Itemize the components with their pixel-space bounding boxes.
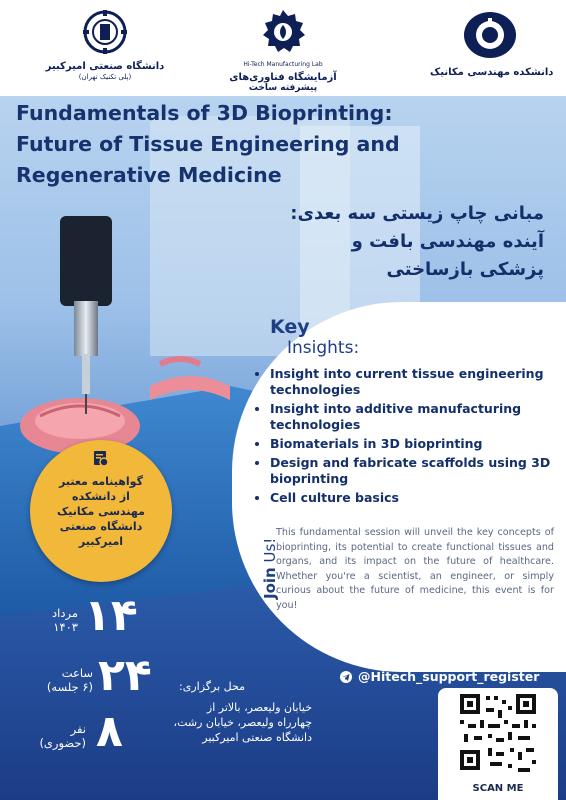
- certificate-line1: گواهینامه معتبر: [59, 475, 143, 488]
- venue-label: محل برگزاری:: [179, 680, 245, 693]
- session-description: This fundamental session will unveil the key concepts of bioprinting, its potential to create functional tissues and organs, and its impact on the future of healthcare. Whether you're a scientist, an engineer, or simply curious about the future of medicine, this event is for you!: [276, 527, 554, 611]
- stat-seats-label1: نفر: [70, 722, 86, 736]
- stat-date-label2: ۱۴۰۳: [53, 620, 78, 634]
- insights-heading-rest: Insights:: [287, 338, 360, 358]
- title-en-line1: Fundamentals of 3D Bioprinting:: [16, 101, 393, 125]
- venue-line2: چهارراه ولیعصر، خیابان رشت،: [173, 716, 312, 729]
- logo-amirkabir: [40, 10, 170, 82]
- title-fa-line2: آینده مهندسی بافت و: [351, 231, 544, 252]
- insights-heading: [270, 316, 359, 358]
- stat-seats-label2: (حضوری): [39, 736, 86, 750]
- stat-date-label1: مرداد: [52, 606, 78, 620]
- title-english: [16, 98, 446, 191]
- venue-address: [142, 700, 312, 745]
- certificate-line2: از دانشکده: [72, 490, 130, 503]
- stat-hours-label1: ساعت: [61, 666, 93, 680]
- join-rest: Us!: [261, 537, 279, 563]
- logo-mech-faculty: [430, 10, 554, 79]
- insights-heading-key: Key: [270, 316, 310, 338]
- phone-icon: [340, 653, 352, 665]
- title-en-line3: Regenerative Medicine: [16, 163, 282, 187]
- title-fa-line1: مبانی چاپ زیستی سه بعدی:: [290, 203, 544, 224]
- hitech-name: آزمایشگاه فناوری‌های: [229, 72, 337, 83]
- phone-number: ۰۹۹۶۵۸۷۰۰۱۲: [358, 651, 442, 666]
- hitech-emblem: [253, 6, 313, 58]
- amirkabir-name: دانشگاه صنعتی امیرکبیر: [45, 61, 165, 72]
- insight-item: • Biomaterials in 3D bioprinting: [270, 436, 566, 452]
- stat-seats-number: ۸: [96, 706, 123, 757]
- phone-contact[interactable]: [340, 651, 442, 666]
- mech-faculty-name: دانشکده مهندسی مکانیک: [430, 67, 554, 78]
- title-en-line2: Future of Tissue Engineering and: [16, 132, 400, 156]
- title-fa-line3: پزشکی بازساختی: [386, 259, 544, 280]
- hitech-ring-text: Hi-Tech Manufacturing Lab: [243, 61, 323, 68]
- insights-list: [250, 366, 566, 509]
- stat-hours-number: ۲۴: [98, 650, 152, 701]
- hitech-subtitle: پیشرفته ساخت: [248, 83, 318, 93]
- telegram-handle: @Hitech_support_register: [358, 669, 540, 684]
- insight-item: • Cell culture basics: [270, 490, 566, 506]
- qr-code: [438, 688, 558, 783]
- stat-hours-label2: (۶ جلسه): [46, 680, 93, 694]
- venue-line3: دانشگاه صنعتی امیرکبیر: [202, 731, 312, 744]
- title-persian: [224, 200, 544, 284]
- insight-item: • Design and fabricate scaffolds using 3D bioprinting: [270, 455, 566, 487]
- certificate-icon: [93, 450, 109, 468]
- amirkabir-emblem: [83, 10, 127, 54]
- scan-me-label: SCAN ME: [472, 783, 524, 794]
- logo-hitech-lab: [218, 6, 348, 93]
- mech-faculty-emblem: [462, 10, 518, 60]
- header: [0, 0, 566, 96]
- certificate-badge: [30, 440, 172, 582]
- certificate-line4: دانشگاه صنعتی: [59, 520, 143, 533]
- telegram-icon: [340, 671, 352, 683]
- registration-heading: جهت ثبت‌نام و کسب اطلاعات بیشتر: [340, 632, 544, 646]
- insight-item: • Insight into current tissue engineering technologies: [270, 366, 566, 398]
- join-bold: Join: [261, 567, 279, 599]
- amirkabir-subtitle: (پلی تکنیک تهران): [78, 73, 132, 81]
- insight-item: • Insight into additive manufacturing technologies: [270, 401, 566, 433]
- telegram-contact[interactable]: [340, 669, 539, 684]
- certificate-line3: مهندسی مکانیک: [57, 505, 145, 518]
- stat-date-number: ۱۴: [84, 590, 138, 641]
- certificate-line5: امیرکبیر: [78, 535, 124, 548]
- venue-line1: خیابان ولیعصر، بالاتر از: [206, 701, 312, 714]
